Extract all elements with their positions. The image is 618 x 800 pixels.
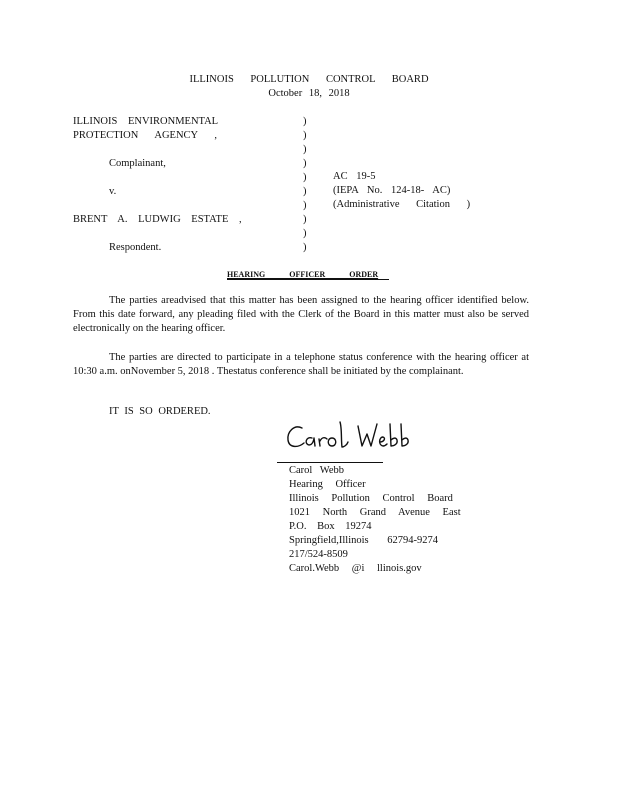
- officer-title: Hearing Officer: [289, 479, 366, 490]
- conference-paragraph: [73, 351, 529, 379]
- citation-type: (Administrative Citation ): [333, 199, 471, 210]
- heading-underline: [227, 279, 389, 280]
- signature-block: [289, 464, 461, 576]
- party-line: [73, 171, 242, 185]
- order-heading: HEARING OFFICER ORDER: [227, 270, 379, 279]
- assignment-paragraph: [73, 294, 529, 336]
- paren-mark: ): [303, 214, 307, 225]
- email-address: Carol.Webb @i llinois.gov: [289, 563, 422, 574]
- paren-mark: ): [303, 186, 307, 197]
- party-line: BRENT A. LUDWIG ESTATE ,: [73, 214, 242, 225]
- board-title: ILLINOIS POLLUTION CONTROL BOARD: [189, 74, 429, 85]
- party-line: PROTECTION AGENCY ,: [73, 130, 217, 141]
- order-date: October 18, 2018: [268, 88, 350, 99]
- city-state-zip: Springfield,Illinois 62794-9274: [289, 535, 438, 546]
- party-line: [73, 199, 242, 213]
- paren-mark: ): [303, 200, 307, 211]
- paren-mark: ): [303, 228, 307, 239]
- paragraph-text: The parties areadvised that this matter has been assigned to the hearing officer identified below. From this date forward, any pleading filed with the Clerk of the Board in this matter must also be served electronically on the hearing officer.: [73, 295, 529, 334]
- iepa-number: (IEPA No. 124-18- AC): [333, 185, 451, 196]
- signature-image: [282, 418, 422, 458]
- phone-number: 217/524-8509: [289, 549, 348, 560]
- party-role: Complainant,: [109, 158, 166, 169]
- paragraph-text: The parties are directed to participate in a telephone status conference with the hearing officer at 10:30 a.m. onNovember 5, 2018 . Thestatus conference shall be initiated by the complainant.: [73, 352, 529, 377]
- case-caption-parties: [73, 115, 242, 255]
- paren-mark: ): [303, 144, 307, 155]
- party-line: [73, 143, 242, 157]
- versus-label: v.: [109, 186, 117, 197]
- signature-line: [277, 462, 383, 463]
- paren-mark: ): [303, 116, 307, 127]
- case-number: AC 19-5: [333, 171, 376, 182]
- street-address: 1021 North Grand Avenue East: [289, 507, 461, 518]
- case-identifiers: [333, 170, 470, 212]
- party-line: ILLINOIS ENVIRONMENTAL: [73, 116, 219, 127]
- so-ordered: IT IS SO ORDERED.: [109, 406, 211, 417]
- po-box: P.O. Box 19274: [289, 521, 372, 532]
- paren-mark: ): [303, 242, 307, 253]
- caption-parentheses: [303, 115, 307, 255]
- board-name: Illinois Pollution Control Board: [289, 493, 453, 504]
- paren-mark: ): [303, 158, 307, 169]
- officer-name: Carol Webb: [289, 465, 344, 476]
- party-role: Respondent.: [109, 242, 162, 253]
- handwritten-signature: [282, 418, 422, 458]
- paren-mark: ): [303, 130, 307, 141]
- party-line: [73, 227, 242, 241]
- paren-mark: ): [303, 172, 307, 183]
